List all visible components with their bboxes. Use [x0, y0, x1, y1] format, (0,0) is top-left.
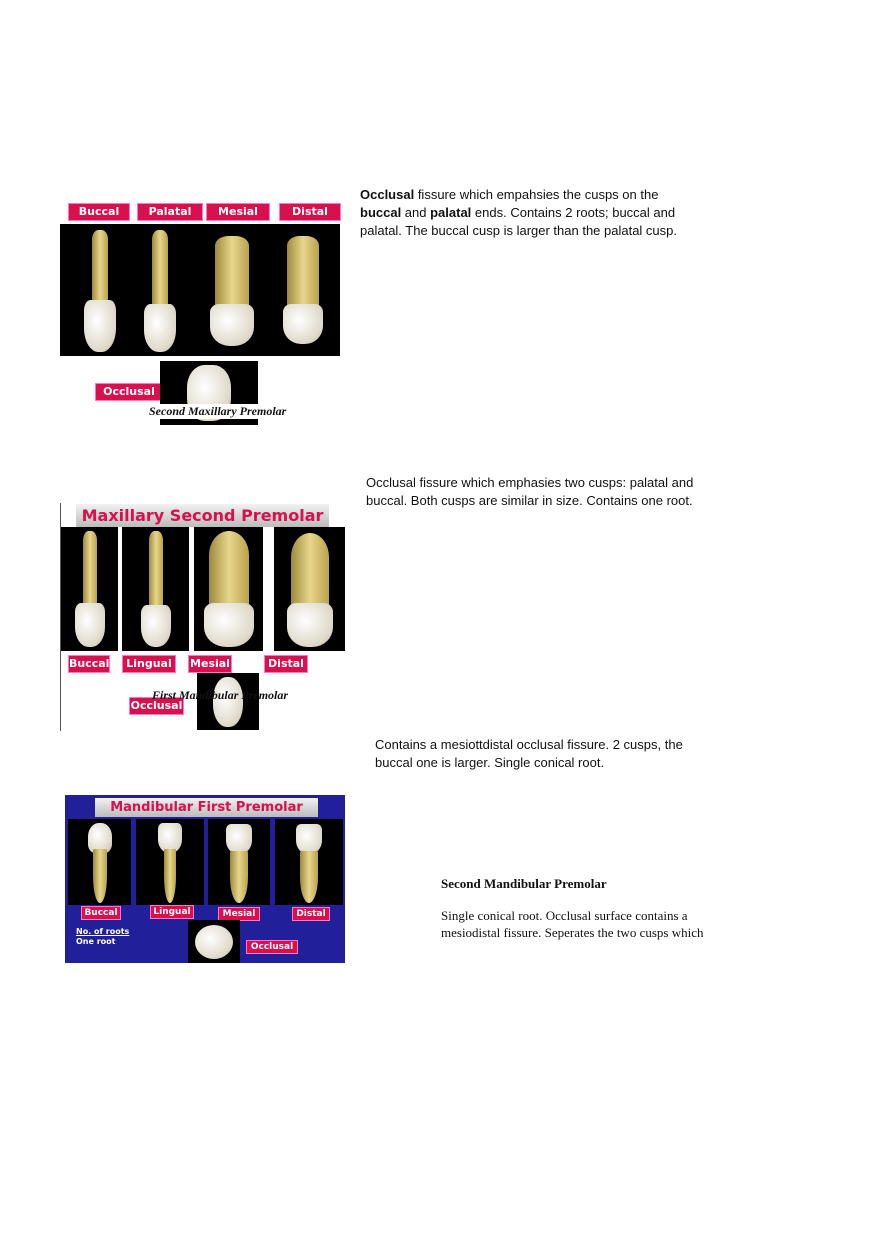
label-occlusal: Occlusal — [246, 940, 298, 954]
label-mesial: Mesial — [218, 907, 260, 921]
text: and — [401, 205, 431, 220]
label-buccal: Buccal — [68, 203, 130, 221]
label-lingual: Lingual — [122, 655, 176, 673]
tooth-photo-lingual — [122, 527, 189, 651]
label-distal: Distal — [264, 655, 308, 673]
label-occlusal: Occlusal — [129, 697, 184, 715]
roots-value: One root — [76, 937, 116, 946]
tooth-photo-buccal — [68, 819, 131, 905]
section-heading: Second Mandibular Premolar — [441, 876, 607, 891]
tooth-photo-buccal — [61, 527, 118, 651]
tooth-photo-distal — [274, 527, 345, 651]
description-3: Contains a mesiottdistal occlusal fissure. 2 cusps, the buccal one is larger. Single conical root. — [375, 737, 683, 770]
figure-mandibular-first-premolar — [65, 795, 345, 963]
roots-heading: No. of roots — [76, 927, 130, 936]
label-distal: Distal — [292, 907, 330, 921]
figure-maxillary-first-premolar — [60, 200, 342, 428]
label-lingual: Lingual — [150, 905, 194, 919]
figure-title: Maxillary Second Premolar — [76, 504, 329, 527]
label-buccal: Buccal — [81, 906, 121, 920]
bold-term: Occlusal — [360, 187, 415, 202]
tooth-photo-mesial — [208, 819, 270, 905]
label-distal: Distal — [279, 203, 341, 221]
text: ends. Contains 2 roots; buccal and palatal. The buccal cusp is larger than the palatal cusp. — [360, 205, 678, 238]
tooth-photo-row — [60, 224, 340, 356]
text: fissure which empahsies the cusps on the — [414, 187, 659, 202]
label-mesial: Mesial — [206, 203, 270, 221]
figure-caption: First Mandibular Premolar — [152, 688, 289, 702]
bold-term: buccal — [360, 205, 402, 220]
figure-caption: Second Maxillary Premolar — [149, 404, 287, 418]
tooth-photo-distal — [275, 819, 343, 905]
tooth-photo-lingual — [136, 819, 204, 905]
figure-title: Mandibular First Premolar — [95, 798, 318, 817]
figure-maxillary-second-premolar — [60, 503, 347, 731]
section-body: Single conical root. Occlusal surface contains a mesiodistal fissure. Seperates the two cusps which — [441, 908, 704, 940]
occlusal-photo — [188, 920, 240, 963]
label-mesial: Mesial — [188, 655, 232, 673]
label-palatal: Palatal — [137, 203, 203, 221]
tooth-photo-mesial — [194, 527, 263, 651]
description-1 — [360, 186, 700, 240]
label-buccal: Buccal — [68, 655, 110, 673]
label-occlusal: Occlusal — [95, 383, 163, 401]
bold-term: palatal — [430, 205, 472, 220]
description-2: Occlusal fissure which emphasies two cusps: palatal and buccal. Both cusps are similar in size. Contains one root. — [366, 475, 694, 508]
